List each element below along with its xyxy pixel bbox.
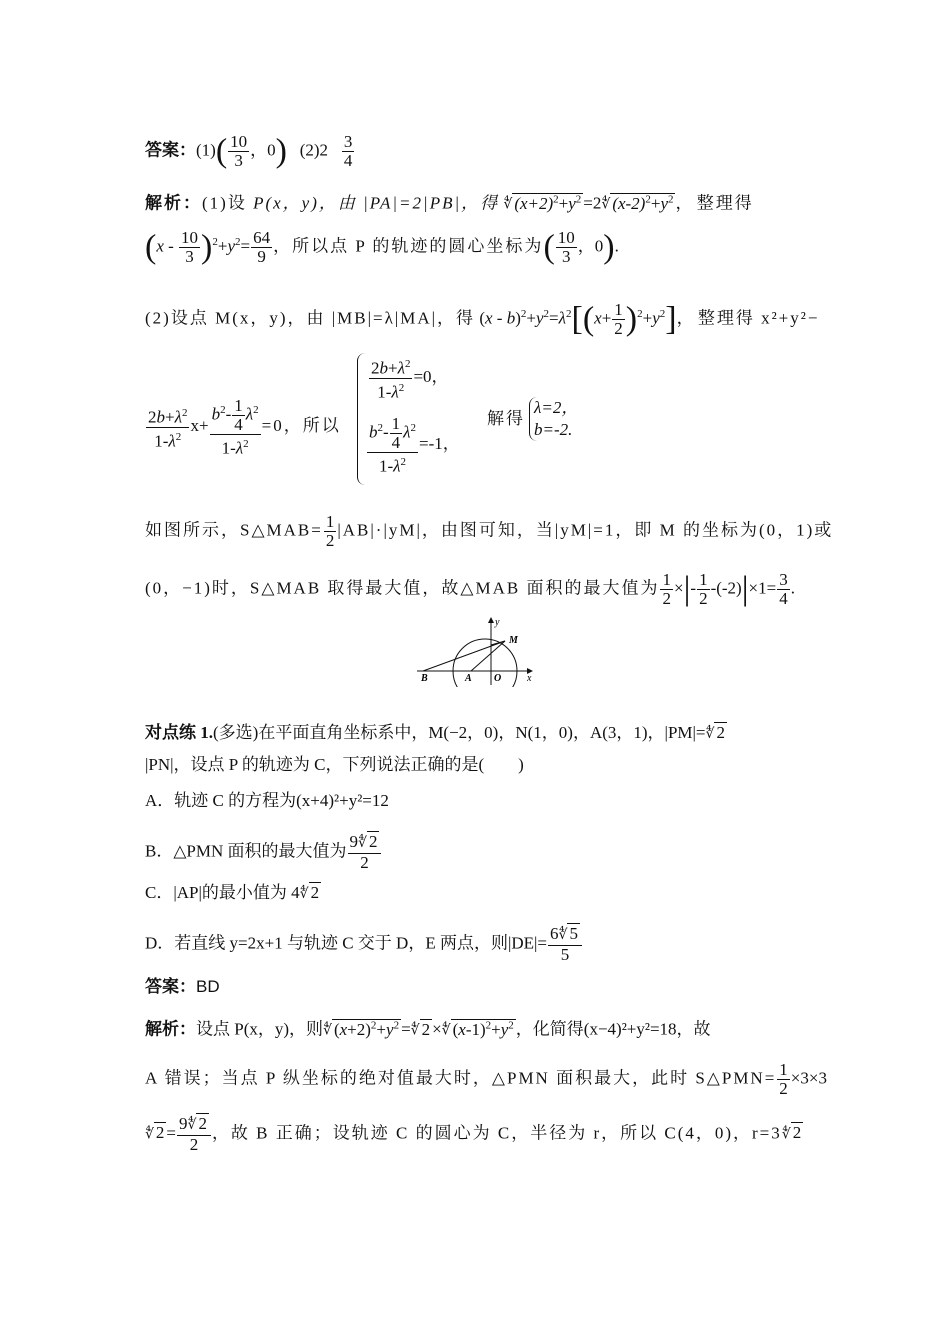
analysis-1-line-6: (0，−1)时，S△MAB 取得最大值，故△MAB 面积的最大值为 $\frac{1}{2}$ ×|- $\frac{1}{2}$ -(-2)|×1= $\frac{3}{4}$ . bbox=[145, 570, 795, 608]
svg-text:y: y bbox=[495, 617, 500, 628]
analysis-1-line-1: 解析：(1)设 P(x，y)，由 |PA|=2|PB|，得 ∜ $(x+2)^2+y^2$ =2∜ $(x-2)^2+y^2$ ， 整理得 bbox=[145, 193, 754, 213]
option-b: B．△PMN 面积的最大值为 $\frac{9∜ 2}{2}$ bbox=[145, 833, 382, 872]
exercise-title: 对点练 1. bbox=[145, 723, 213, 742]
exercise-line-1: 对点练 1.(多选)在平面直角坐标系中，M(−2，0)，N(1，0)，A(3，1)，|PM|=∜ 2 bbox=[145, 723, 725, 742]
option-d: D．若直线 y=2x+1 与轨迹 C 交于 D，E 两点，则|DE|= $\frac{6∜ 5}{5}$ bbox=[145, 925, 583, 964]
svg-text:O: O bbox=[494, 673, 502, 684]
analysis-1-line-3: (2)设点 M(x，y)，由 |MB|=λ|MA|，得 $(x - b)^2+y^2=\lambda^2[(x+$ $\frac{1}{2}$ )$^2+y^2$]， 整理得 x²+y²− bbox=[145, 300, 820, 338]
analysis-label: 解析： bbox=[145, 193, 202, 213]
answer-2-line: 答案：BD bbox=[145, 977, 220, 996]
circle bbox=[453, 639, 517, 687]
analysis-1-line-5: 如图所示，S△MAB= $\frac{1}{2}$ |AB|·|yM|，由图可知，当|yM|=1，即 M 的坐标为(0，1)或 bbox=[145, 512, 834, 550]
fraction: $\frac{3}{4}$ bbox=[343, 132, 353, 170]
answer-label: 答案： bbox=[145, 140, 196, 160]
analysis-2-line-1: 解析：设点 P(x，y)，则∜ $(x+2)^2+y^2$ =∜ 2 ×∜ $(x-1)^2+y^2$ ，化简得(x−4)²+y²=18，故 bbox=[145, 1019, 711, 1039]
exercise-line-2: |PN|，设点 P 的轨迹为 C，下列说法正确的是( ) bbox=[145, 755, 524, 774]
svg-text:A: A bbox=[465, 673, 472, 684]
equation-system-2: λ=2， b=-2. bbox=[529, 397, 578, 441]
svg-text:B: B bbox=[421, 673, 428, 684]
option-c: C．|AP|的最小值为 4∜ 2 bbox=[145, 883, 320, 902]
analysis-2-line-2: A 错误；当点 P 纵坐标的绝对值最大时，△PMN 面积最大，此时 S△PMN= $\frac{1}{2}$ ×3×3 bbox=[145, 1060, 827, 1098]
svg-text:M: M bbox=[509, 635, 518, 646]
analysis-2-line-3: ∜ 2 = $\frac{9∜ 2}{2}$ ，故 B 正确；设轨迹 C 的圆心为 C，半径为 r，所以 C(4，0)，r=3∜ 2 bbox=[145, 1114, 802, 1154]
answer-1-line: 答案：(1)( $\frac{10}{3}$ ，0) (2)2 $\frac{3}{4}$ bbox=[145, 132, 353, 170]
answer-value: BD bbox=[196, 977, 220, 996]
equation-system-1: $\frac{2b+\lambda^2}{1-\lambda^2}$ =0， $b^2-$ $\frac{1}{4}$ $\lambda^2$ $1-\lambda^2$ =-1， bbox=[357, 353, 478, 485]
analysis-1-line-2: (x - $\frac{10}{3}$ )$^2+y^2=$ $\frac{64}{9}$ ，所以点 P 的轨迹的圆心坐标为( $\frac{10}{3}$ ，0). bbox=[145, 228, 619, 266]
geometry-figure bbox=[415, 615, 535, 687]
fraction: $\frac{10}{3}$ bbox=[230, 132, 248, 170]
option-a: A．轨迹 C 的方程为(x+4)²+y²=12 bbox=[145, 791, 389, 810]
svg-text:x: x bbox=[527, 673, 532, 684]
analysis-1-line-4: $\frac{2b+\lambda^2}{1-\lambda^2}$ x+ $b^2-$ $\frac{1}{4}$ $\lambda^2$ $1-\lambda^2$ =0，所以 bbox=[148, 396, 341, 458]
